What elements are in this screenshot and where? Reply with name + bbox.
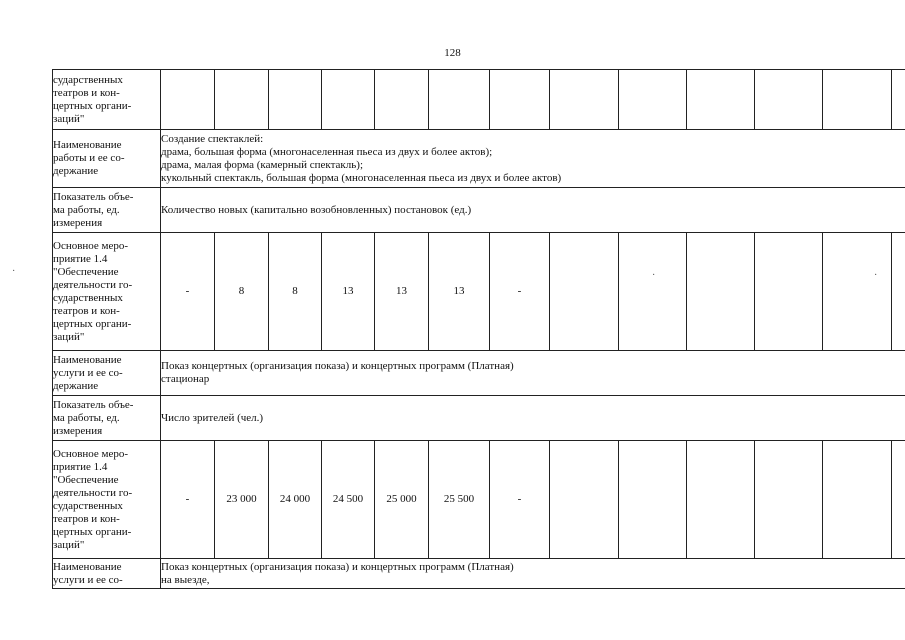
value-cell xyxy=(755,70,823,130)
value-cell xyxy=(687,233,755,351)
value-cell xyxy=(892,70,905,130)
value-cell: 24 500 xyxy=(322,441,375,559)
description-cell xyxy=(161,188,905,233)
value-cell xyxy=(892,233,905,351)
value-cell xyxy=(823,441,892,559)
description-cell xyxy=(161,351,905,396)
row-label-line: цертных органи- xyxy=(53,525,132,538)
row-label-line: сударственных xyxy=(53,499,123,512)
row-label-line: "Обеспечение xyxy=(53,473,119,486)
description-cell xyxy=(161,130,905,188)
value-cell: 25 500 xyxy=(429,441,490,559)
description-line: драма, большая форма (многонаселенная пьеса из двух и более актов); xyxy=(161,145,493,158)
table-row xyxy=(53,130,905,188)
row-label-cell xyxy=(53,188,161,233)
value-cell xyxy=(490,70,550,130)
row-label-cell xyxy=(53,559,161,589)
row-label-line: ма работы, ед. xyxy=(53,411,120,424)
table-row xyxy=(53,559,905,589)
row-label-line: приятие 1.4 xyxy=(53,460,108,473)
row-label-line: "Обеспечение xyxy=(53,265,119,278)
value-cell xyxy=(755,233,823,351)
value-cell: - xyxy=(490,441,550,559)
value-cell xyxy=(375,70,429,130)
description-line: Показ концертных (организация показа) и концертных программ (Платная) xyxy=(161,560,514,573)
row-label-line: держание xyxy=(53,379,99,392)
description-cell xyxy=(161,559,905,589)
value-cell: 24 000 xyxy=(269,441,322,559)
row-label-line: Основное меро- xyxy=(53,447,129,460)
value-cell xyxy=(823,233,892,351)
row-label-line: Показатель объе- xyxy=(53,190,134,203)
row-label-line: Наименование xyxy=(53,353,122,366)
value-cell xyxy=(550,70,619,130)
row-label-line: цертных органи- xyxy=(53,99,132,112)
description-line: кукольный спектакль, большая форма (многонаселенная пьеса из двух и более актов) xyxy=(161,171,562,184)
row-label-cell xyxy=(53,233,161,351)
value-cell: 13 xyxy=(322,233,375,351)
description-line: стационар xyxy=(161,373,210,385)
value-cell xyxy=(823,70,892,130)
value-cell xyxy=(619,70,687,130)
row-label-line: приятие 1.4 xyxy=(53,252,108,265)
value-cell: 25 000 xyxy=(375,441,429,559)
table-row xyxy=(53,70,905,130)
row-label-line: работы и ее со- xyxy=(53,152,125,164)
row-label-cell xyxy=(53,351,161,396)
value-cell xyxy=(161,70,215,130)
value-cell: - xyxy=(490,233,550,351)
value-cell: 8 xyxy=(269,233,322,351)
description-line: Количество новых (капитально возобновленных) постановок (ед.) xyxy=(161,203,472,216)
description-line: драма, малая форма (камерный спектакль); xyxy=(161,158,363,171)
row-label-cell xyxy=(53,441,161,559)
row-label-line: сударственных xyxy=(53,291,123,304)
table-row xyxy=(53,351,905,396)
row-label-line: Показатель объе- xyxy=(53,398,134,411)
table-row xyxy=(53,441,905,559)
description-line: Создание спектаклей: xyxy=(161,132,264,145)
value-cell: 23 000 xyxy=(215,441,269,559)
description-line: Показ концертных (организация показа) и концертных программ (Платная) xyxy=(161,360,514,372)
row-label-line: ма работы, ед. xyxy=(53,203,120,216)
description-line: на выезде, xyxy=(161,573,210,586)
program-table xyxy=(52,69,905,589)
value-cell xyxy=(892,441,905,559)
row-label-cell xyxy=(53,70,161,130)
row-label-line: заций" xyxy=(53,112,85,125)
scan-speck: · xyxy=(12,266,16,277)
value-cell xyxy=(619,441,687,559)
row-label-line: измерения xyxy=(53,216,103,229)
page-number: 128 xyxy=(444,47,461,59)
value-cell: 13 xyxy=(375,233,429,351)
value-cell xyxy=(550,441,619,559)
row-label-line: театров и кон- xyxy=(53,86,120,99)
scan-speck: · xyxy=(874,270,878,281)
row-label-cell xyxy=(53,396,161,441)
row-label-line: держание xyxy=(53,165,99,177)
row-label-line: деятельности го- xyxy=(53,278,133,291)
value-cell xyxy=(619,233,687,351)
row-label-line: услуги и ее со- xyxy=(53,366,123,379)
row-label-cell xyxy=(53,130,161,188)
row-label-line: Основное меро- xyxy=(53,239,129,252)
value-cell xyxy=(550,233,619,351)
row-label-line: цертных органи- xyxy=(53,317,132,330)
row-label-line: услуги и ее со- xyxy=(53,573,123,586)
description-line: Число зрителей (чел.) xyxy=(161,411,264,424)
value-cell xyxy=(215,70,269,130)
value-cell xyxy=(755,441,823,559)
scan-speck: · xyxy=(652,270,656,281)
value-cell: 13 xyxy=(429,233,490,351)
row-label-line: театров и кон- xyxy=(53,512,120,525)
row-label-line: заций" xyxy=(53,538,85,551)
value-cell xyxy=(429,70,490,130)
row-label-line: измерения xyxy=(53,424,103,437)
row-label-line: Наименование xyxy=(53,139,122,151)
description-cell xyxy=(161,396,905,441)
table-row xyxy=(53,188,905,233)
value-cell xyxy=(269,70,322,130)
row-label-line: Наименование xyxy=(53,560,122,573)
row-label-line: театров и кон- xyxy=(53,304,120,317)
table-row xyxy=(53,233,905,351)
value-cell xyxy=(687,70,755,130)
value-cell: - xyxy=(161,441,215,559)
value-cell xyxy=(687,441,755,559)
value-cell: 8 xyxy=(215,233,269,351)
row-label-line: заций" xyxy=(53,330,85,343)
table-row xyxy=(53,396,905,441)
value-cell xyxy=(322,70,375,130)
row-label-line: деятельности го- xyxy=(53,486,133,499)
row-label-line: сударственных xyxy=(53,73,123,86)
value-cell: - xyxy=(161,233,215,351)
